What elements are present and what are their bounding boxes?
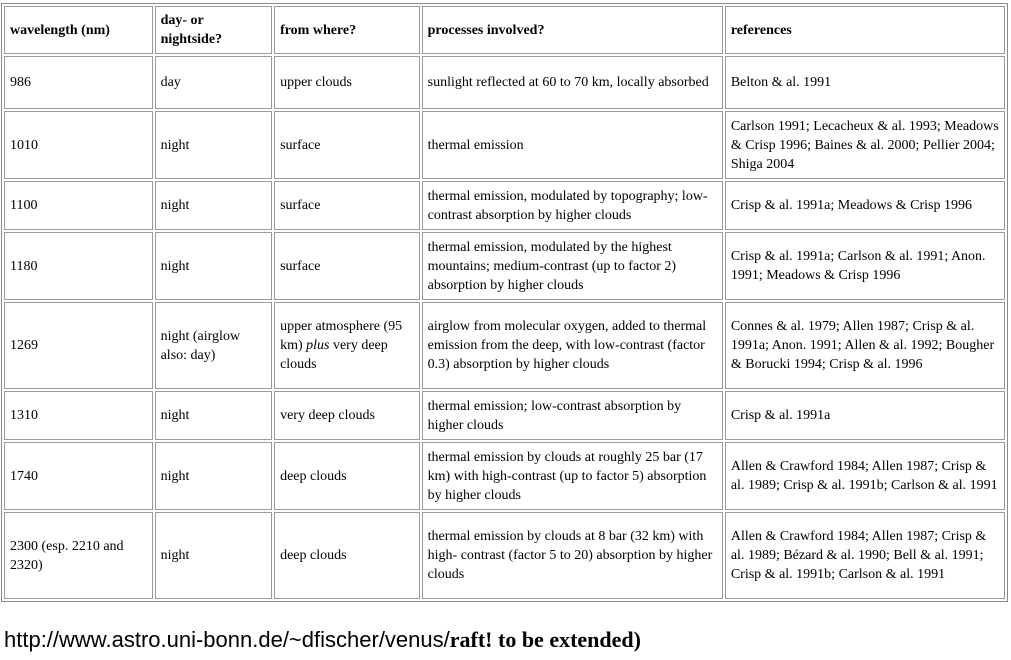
cell-references: Crisp & al. 1991a (725, 391, 1005, 440)
cell-from-where (274, 512, 420, 599)
from-where-text: surface (280, 258, 321, 274)
table-row (4, 512, 1005, 599)
cell-processes: thermal emission by clouds at roughly 25 bar (17 km) with high-contrast (up to factor 5) absorption by higher clouds (422, 442, 723, 510)
cell-wavelength: 1180 (4, 232, 153, 300)
table-row (4, 302, 1005, 389)
cell-processes: thermal emission, modulated by topography; low-contrast absorption by higher clouds (422, 181, 723, 230)
cell-side: day (155, 56, 272, 109)
from-where-text: surface (280, 198, 321, 213)
cell-processes: airglow from molecular oxygen, added to thermal emission from the deep, with low-contrast (factor 0.3) absorption by higher clouds (422, 302, 723, 389)
table-row (4, 56, 1005, 109)
source-url-text: http://www.astro.uni-bonn.de/~dfischer/venus/ (4, 627, 450, 652)
cell-processes: thermal emission (422, 111, 723, 179)
footer-caption (4, 626, 641, 654)
cell-side: night (155, 232, 272, 300)
header-wavelength: wavelength (nm) (4, 6, 153, 54)
cell-references: Crisp & al. 1991a; Carlson & al. 1991; Anon. 1991; Meadows & Crisp 1996 (725, 232, 1005, 300)
table-row (4, 442, 1005, 510)
cell-wavelength: 1010 (4, 111, 153, 179)
from-where-text: surface (280, 137, 321, 153)
cell-side: night (155, 391, 272, 440)
cell-references: Belton & al. 1991 (725, 56, 1005, 109)
cell-side: night (155, 512, 272, 599)
cell-side: night (155, 181, 272, 230)
cell-references: Crisp & al. 1991a; Meadows & Crisp 1996 (725, 181, 1005, 230)
header-side: day- or nightside? (155, 6, 272, 54)
from-where-text: deep clouds (280, 468, 347, 484)
header-processes: processes involved? (422, 6, 723, 54)
cell-references: Allen & Crawford 1984; Allen 1987; Crisp & al. 1989; Bézard & al. 1990; Bell & al. 1991; Crisp & al. 1991b; Carlson & al. 1991 (725, 512, 1005, 599)
table-row (4, 391, 1005, 440)
cell-processes: thermal emission by clouds at 8 bar (32 km) with high- contrast (factor 5 to 20) absorption by higher clouds (422, 512, 723, 599)
table-row (4, 181, 1005, 230)
cell-wavelength: 2300 (esp. 2210 and 2320) (4, 512, 153, 599)
from-where-text: upper atmosphere (95 km) (280, 319, 403, 353)
cell-from-where (274, 442, 420, 510)
cell-wavelength: 1100 (4, 181, 153, 230)
cell-references: Connes & al. 1979; Allen 1987; Crisp & al. 1991a; Anon. 1991; Allen & al. 1992; Bougher & Borucki 1994; Crisp & al. 1996 (725, 302, 1005, 389)
venus-wavelength-table (1, 3, 1008, 602)
cell-from-where (274, 232, 420, 300)
cell-wavelength: 1269 (4, 302, 153, 389)
from-where-emphasis: plus (306, 338, 330, 353)
cell-from-where (274, 111, 420, 179)
cell-processes: thermal emission, modulated by the highest mountains; medium-contrast (up to factor 2) absorption by higher clouds (422, 232, 723, 300)
cell-from-where (274, 302, 420, 389)
cell-processes: sunlight reflected at 60 to 70 km, locally absorbed (422, 56, 723, 109)
table-row (4, 111, 1005, 179)
cell-references: Carlson 1991; Lecacheux & al. 1993; Meadows & Crisp 1996; Baines & al. 2000; Pellier 2004; Shiga 2004 (725, 111, 1005, 179)
cell-processes: thermal emission; low-contrast absorption by higher clouds (422, 391, 723, 440)
header-from-where: from where? (274, 6, 420, 54)
cell-from-where (274, 391, 420, 440)
header-references: references (725, 6, 1005, 54)
draft-note: raft! to be extended) (449, 627, 641, 652)
cell-wavelength: 1310 (4, 391, 153, 440)
from-where-text: deep clouds (280, 548, 347, 563)
cell-from-where (274, 56, 420, 109)
cell-wavelength: 1740 (4, 442, 153, 510)
from-where-text: upper clouds (280, 75, 352, 90)
cell-side: night (airglow also: day) (155, 302, 272, 389)
cell-wavelength: 986 (4, 56, 153, 109)
table-header-row (4, 6, 1005, 54)
table-row (4, 232, 1005, 300)
from-where-text-suffix: very deep clouds (280, 338, 388, 372)
cell-side: night (155, 442, 272, 510)
cell-side: night (155, 111, 272, 179)
cell-from-where (274, 181, 420, 230)
from-where-text: very deep clouds (280, 408, 375, 423)
cell-references: Allen & Crawford 1984; Allen 1987; Crisp & al. 1989; Crisp & al. 1991b; Carlson & al. 1991 (725, 442, 1005, 510)
